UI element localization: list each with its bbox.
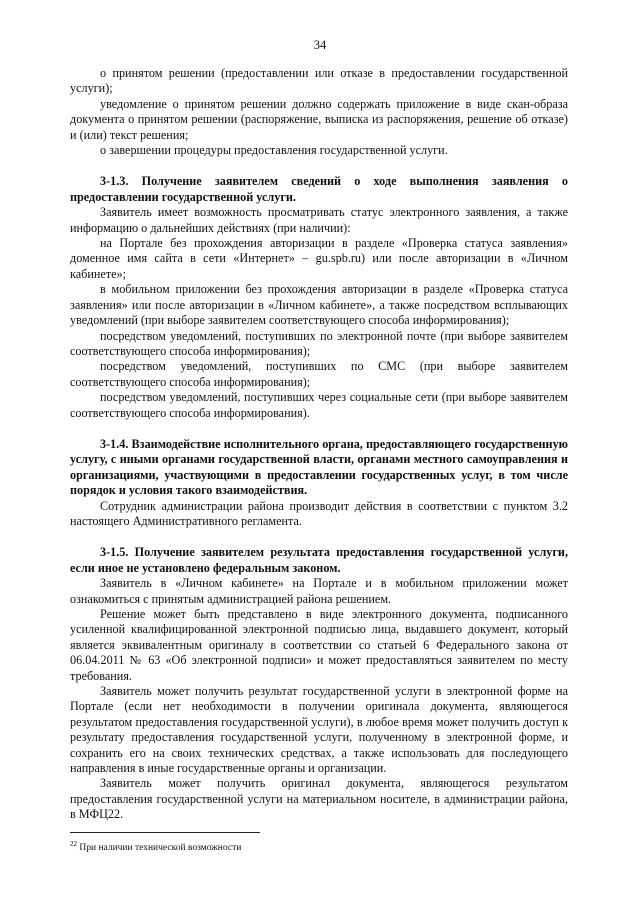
paragraph: о завершении процедуры предоставления государственной услуги. — [100, 143, 448, 158]
paragraph: в мобильном приложении без прохождения авторизации в разделе «Проверка статуса заявления» или после авторизации в «Личном кабинете», а также посредством всплывающих уведомлений (при выборе заявителем соответствующего способа информирования); — [70, 282, 568, 328]
footnote-text: При наличии технической возможности — [79, 843, 242, 854]
footnote-mark: 22 — [70, 840, 77, 848]
paragraph: Заявитель может получить результат государственной услуги в электронной форме на Портале (если нет необходимости в получении оригинала документа, являющегося результатом предоставления государственной услуги), в любое время может получить доступ к результату предоставления государственной услуги, полученному в электронной форме, и сохранить его на своих технических средствах, а также использовать для последующего направления в иные государственные органы и организации. — [70, 684, 568, 776]
paragraph: Заявитель в «Личном кабинете» на Портале и в мобильном приложении может ознакомиться с принятым администрацией района решением. — [70, 576, 568, 606]
paragraph: Заявитель имеет возможность просматривать статус электронного заявления, а также информацию о дальнейших действиях (при наличии): — [70, 205, 568, 235]
paragraph: Решение может быть представлено в виде электронного документа, подписанного усиленной квалифицированной электронной подписью лица, выдавшего документ, который является эквивалентным оригиналу в соответствии со статьей 6 Федерального закона от 06.04.2011 № 63 «Об электронной подписи» и может предоставляться заявителем по месту требования. — [70, 607, 568, 683]
footnote-divider — [70, 832, 260, 833]
paragraph: посредством уведомлений, поступивших по СМС (при выборе заявителем соответствующего способа информирования); — [70, 359, 568, 389]
section-heading-3-1-5: 3-1.5. Получение заявителем результата предоставления государственной услуги, если иное не установлено федеральным законом. — [70, 545, 568, 575]
paragraph: посредством уведомлений, поступивших через социальные сети (при выборе заявителем соответствующего способа информирования). — [70, 390, 568, 420]
paragraph: уведомление о принятом решении должно содержать приложение в виде скан-образа документа о принятом решении (распоряжение, выписка из распоряжения, решение об отказе) и (или) текст решения; — [70, 96, 568, 142]
paragraph: посредством уведомлений, поступивших по электронной почте (при выборе заявителем соответствующего способа информирования); — [70, 328, 568, 358]
document-body — [70, 66, 568, 823]
page-number: 34 — [313, 38, 327, 52]
footnote — [70, 838, 568, 854]
paragraph: Сотрудник администрации района производит действия в соответствии с пунктом 3.2 настоящего Административного регламента. — [70, 498, 568, 528]
section-heading-3-1-4: 3-1.4. Взаимодействие исполнительного органа, предоставляющего государственную услугу, с иными органами государственной власти, органами местного самоуправления и организациями, участвующими в предоставлении государственных услуг, в том числе порядок и условия такого взаимодействия. — [70, 436, 568, 498]
paragraph: Заявитель может получить оригинал документа, являющегося результатом предоставления государственной услуги на материальном носителе, в администрации района, в МФЦ22. — [70, 776, 568, 822]
paragraph: на Портале без прохождения авторизации в разделе «Проверка статуса заявления» доменное имя сайта в сети «Интернет» – gu.spb.ru) или после авторизации в «Личном кабинете»; — [70, 236, 568, 281]
paragraph: о принятом решении (предоставлении или отказе в предоставлении государственной услуги); — [70, 66, 568, 96]
section-heading-3-1-3: 3-1.3. Получение заявителем сведений о ходе выполнения заявления о предоставлении государственной услуги. — [70, 174, 568, 204]
